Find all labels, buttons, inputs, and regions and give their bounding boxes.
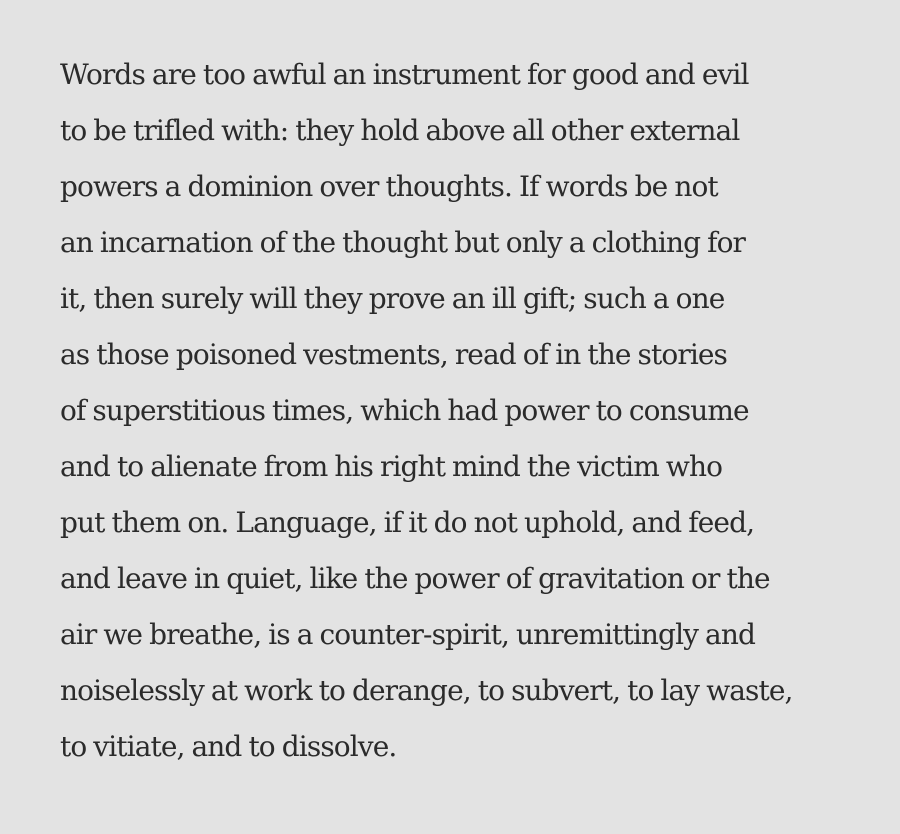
passage-line-10: and leave in quiet, like the power of gravitation or the <box>60 562 770 595</box>
passage-line-9: put them on. Language, if it do not uphold, and feed, <box>60 506 755 539</box>
passage-line-13: to vitiate, and to dissolve. <box>60 730 397 763</box>
passage-line-5: it, then surely will they prove an ill gift; such a one <box>60 282 725 315</box>
passage-line-2: to be trifled with: they hold above all other external <box>60 114 740 147</box>
passage-line-1: Words are too awful an instrument for good and evil <box>60 58 749 91</box>
quote-passage <box>60 47 860 775</box>
passage-line-6: as those poisoned vestments, read of in the stories <box>60 338 728 371</box>
passage-line-4: an incarnation of the thought but only a clothing for <box>60 226 746 259</box>
passage-line-7: of superstitious times, which had power to consume <box>60 394 749 427</box>
passage-line-11: air we breathe, is a counter-spirit, unremittingly and <box>60 618 755 651</box>
passage-line-8: and to alienate from his right mind the victim who <box>60 450 723 483</box>
passage-line-3: powers a dominion over thoughts. If words be not <box>60 170 718 203</box>
passage-line-12: noiselessly at work to derange, to subvert, to lay waste, <box>60 674 793 707</box>
